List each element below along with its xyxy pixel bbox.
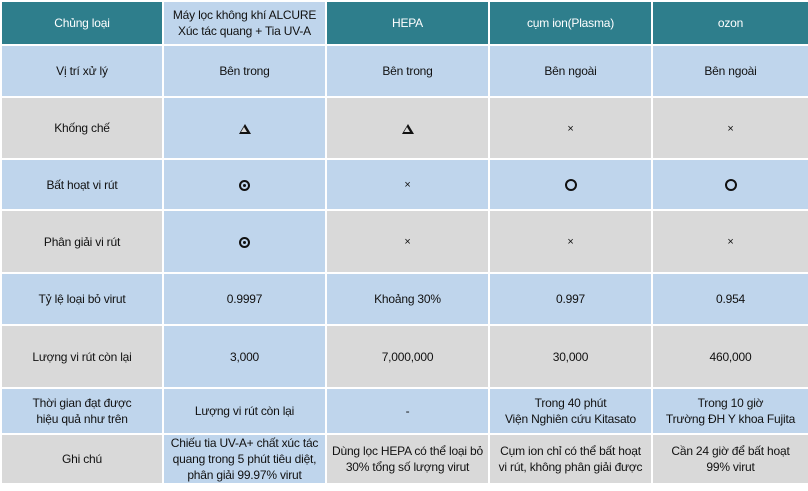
- table-cell: [652, 388, 808, 434]
- table-cell: [163, 388, 326, 434]
- table-cell: [163, 434, 326, 484]
- circle-icon: [725, 179, 737, 191]
- header-category: [1, 1, 163, 45]
- table-cell: [326, 97, 489, 159]
- table-cell: [326, 325, 489, 388]
- table-cell: [489, 388, 652, 434]
- double-circle-icon: [239, 180, 250, 191]
- table-cell: [326, 273, 489, 325]
- row-label: Khống chế: [1, 97, 163, 159]
- cell-text: Bên ngoài: [544, 64, 597, 78]
- table-row: [1, 388, 808, 434]
- cell-text: Cụm ion chỉ có thể bất hoạt vi rút, không phân giải được: [498, 444, 643, 474]
- row-label: Lượng vi rút còn lại: [1, 325, 163, 388]
- table-cell: [652, 97, 808, 159]
- header-plasma: [489, 1, 652, 45]
- table-cell: [163, 325, 326, 388]
- cell-text: 0.9997: [226, 292, 263, 306]
- row-label: Phân giải vi rút: [1, 210, 163, 273]
- table-cell: [489, 434, 652, 484]
- row-label: Bất hoạt vi rút: [1, 159, 163, 210]
- table-cell: [652, 273, 808, 325]
- table-cell: [163, 45, 326, 97]
- table-cell: [326, 434, 489, 484]
- cell-text: 3,000: [229, 349, 260, 364]
- row-label: Ghi chú: [1, 434, 163, 484]
- table-cell: [326, 210, 489, 273]
- header-text: cụm ion(Plasma): [526, 16, 615, 30]
- cell-text: Cần 24 giờ để bất hoạt 99% virut: [671, 444, 790, 474]
- header-row: [1, 1, 808, 45]
- cross-mark: ×: [567, 122, 574, 135]
- table-cell: [489, 273, 652, 325]
- header-text: HEPA: [392, 16, 423, 30]
- table-row: [1, 434, 808, 484]
- table-row: [1, 159, 808, 210]
- table-cell: [652, 434, 808, 484]
- table-cell: [326, 45, 489, 97]
- cross-mark: ×: [727, 236, 734, 248]
- table-cell: [489, 159, 652, 210]
- header-ozone: [652, 1, 808, 45]
- cell-text: 7,000,000: [381, 349, 434, 364]
- table-cell: [652, 159, 808, 210]
- table-cell: [326, 159, 489, 210]
- row-label: Tỷ lệ loại bỏ virut: [1, 273, 163, 325]
- cell-text: -: [405, 404, 410, 418]
- cell-text: Lượng vi rút còn lại: [194, 404, 295, 418]
- header-hepa: [326, 1, 489, 45]
- cell-text: Dùng lọc HEPA có thể loại bỏ 30% tổng số lượng virut: [332, 444, 483, 474]
- header-text: ozon: [717, 16, 744, 30]
- table-cell: [489, 45, 652, 97]
- cell-text: 0.954: [715, 292, 746, 306]
- cell-text: Khoảng 30%: [374, 292, 441, 306]
- table-cell: [326, 388, 489, 434]
- table-cell: [163, 273, 326, 325]
- cell-text: Bên ngoài: [704, 64, 757, 78]
- circle-icon: [565, 179, 577, 191]
- table-row: [1, 97, 808, 159]
- header-text: Chủng loại: [54, 16, 110, 30]
- row-label: Thời gian đạt được hiệu quả như trên: [1, 388, 163, 434]
- cross-mark: ×: [404, 236, 411, 248]
- cell-text: Bên trong: [382, 64, 433, 78]
- triangle-icon: [239, 124, 251, 134]
- table-cell: [163, 210, 326, 273]
- cell-text: Trong 10 giờ Trường ĐH Y khoa Fujita: [665, 396, 796, 426]
- double-circle-icon: [239, 237, 250, 248]
- table-row: [1, 210, 808, 273]
- cross-mark: ×: [567, 236, 574, 248]
- table-cell: [489, 210, 652, 273]
- cross-mark: ×: [404, 179, 411, 191]
- table-cell: [652, 210, 808, 273]
- header-text: Máy lọc không khí ALCURE Xúc tác quang + Tia UV-A: [172, 8, 317, 38]
- cell-text: Chiếu tia UV-A+ chất xúc tác quang trong 5 phút tiêu diệt, phân giải 99.97% virut: [170, 436, 319, 482]
- table-cell: [163, 97, 326, 159]
- table-cell: [489, 97, 652, 159]
- triangle-icon: [402, 124, 414, 134]
- cell-text: 0.997: [555, 292, 586, 306]
- table-cell: [163, 159, 326, 210]
- table-row: [1, 273, 808, 325]
- cell-text: 30,000: [552, 349, 589, 364]
- cell-text: 460,000: [709, 349, 752, 364]
- table-cell: [652, 325, 808, 388]
- row-label: Vị trí xử lý: [1, 45, 163, 97]
- cell-text: Bên trong: [219, 64, 270, 78]
- cross-mark: ×: [727, 122, 734, 135]
- table-cell: [652, 45, 808, 97]
- cell-text: Trong 40 phút Viện Nghiên cứu Kitasato: [504, 396, 637, 426]
- header-alcure: [163, 1, 326, 45]
- table-row: [1, 325, 808, 388]
- table-cell: [489, 325, 652, 388]
- table-row: [1, 45, 808, 97]
